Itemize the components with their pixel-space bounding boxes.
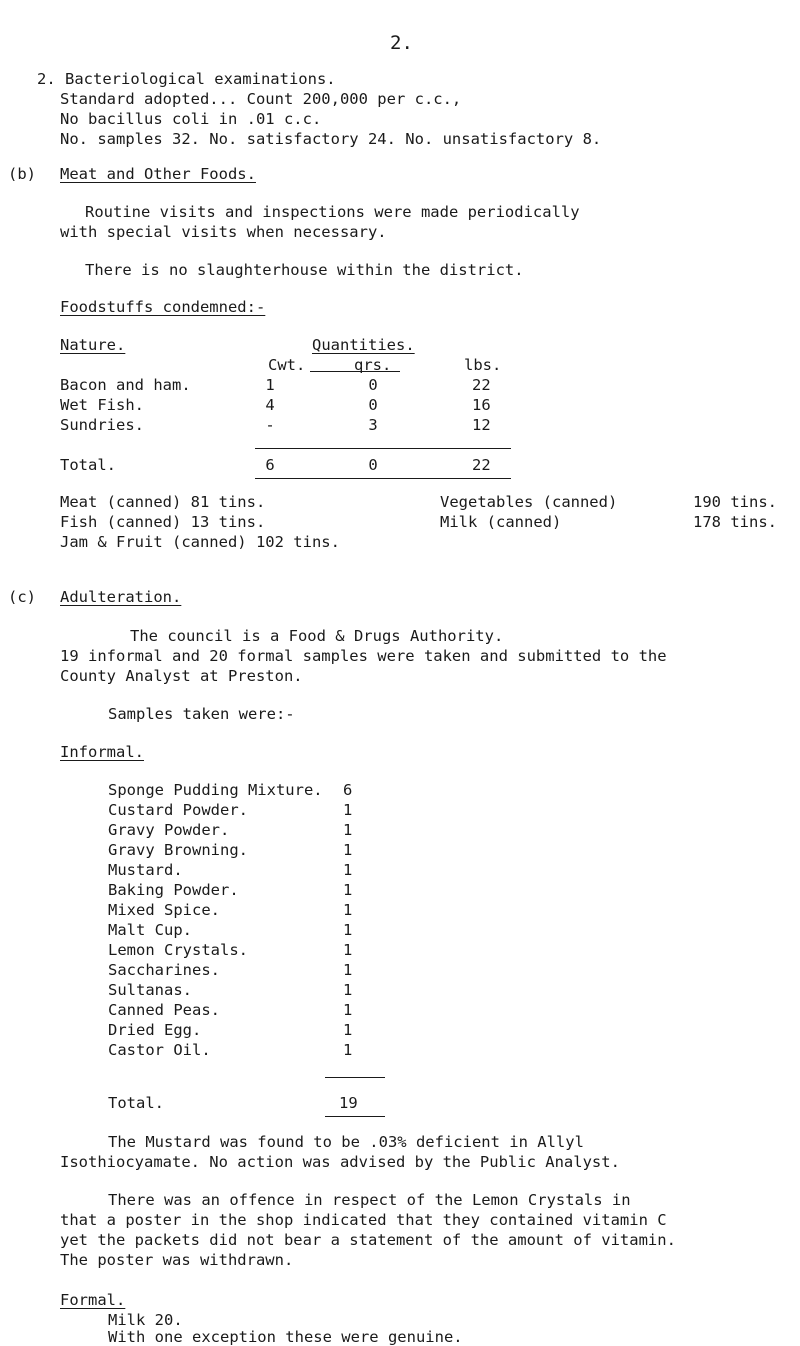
routine-visits-line2: with special visits when necessary. bbox=[60, 223, 387, 241]
sample-name: Custard Powder. bbox=[108, 801, 248, 819]
standard-adopted-line: Standard adopted... Count 200,000 per c.c., bbox=[60, 90, 462, 108]
lemon-line2: that a poster in the shop indicated that they contained vitamin C bbox=[60, 1211, 667, 1229]
qrs-header: qrs. bbox=[354, 356, 392, 374]
bacteriological-heading: 2. Bacteriological examinations. bbox=[37, 70, 336, 88]
sample-name: Gravy Powder. bbox=[108, 821, 230, 839]
row-qrs-sundries: 3 bbox=[368, 416, 378, 434]
informal-total-label: Total. bbox=[108, 1094, 164, 1112]
quantities-header-rule bbox=[310, 371, 400, 372]
row-lbs-bacon: 22 bbox=[472, 376, 491, 394]
samples-line: No. samples 32. No. satisfactory 24. No. unsatisfactory 8. bbox=[60, 130, 602, 148]
sample-name: Lemon Crystals. bbox=[108, 941, 248, 959]
sample-count: 1 bbox=[343, 801, 353, 819]
cwt-header: Cwt. bbox=[268, 356, 306, 374]
routine-visits-line1: Routine visits and inspections were made periodically bbox=[85, 203, 580, 221]
sample-count: 1 bbox=[343, 1001, 353, 1019]
sample-count: 1 bbox=[343, 1041, 353, 1059]
council-authority-line: The council is a Food & Drugs Authority. bbox=[130, 627, 504, 645]
sample-name: Dried Egg. bbox=[108, 1021, 202, 1039]
canned-milk-value: 178 tins. bbox=[693, 513, 777, 531]
row-cwt-fish: 4 bbox=[265, 396, 275, 414]
row-qrs-bacon: 0 bbox=[368, 376, 378, 394]
canned-vegetables-value: 190 tins. bbox=[693, 493, 777, 511]
table-total-lbs: 22 bbox=[472, 456, 491, 474]
formal-heading: Formal. bbox=[60, 1291, 126, 1309]
quantities-header: Quantities. bbox=[312, 336, 415, 354]
row-cwt-bacon: 1 bbox=[265, 376, 275, 394]
mustard-line2: Isothiocyamate. No action was advised by the Public Analyst. bbox=[60, 1153, 620, 1171]
section-b-marker: (b) bbox=[8, 165, 36, 183]
section-c-marker: (c) bbox=[8, 588, 36, 606]
sample-name: Baking Powder. bbox=[108, 881, 239, 899]
sample-name: Gravy Browning. bbox=[108, 841, 248, 859]
sample-name: Saccharines. bbox=[108, 961, 220, 979]
lbs-header: lbs. bbox=[464, 356, 502, 374]
sample-name: Sultanas. bbox=[108, 981, 192, 999]
row-qrs-fish: 0 bbox=[368, 396, 378, 414]
informal-total-value: 19 bbox=[339, 1094, 358, 1112]
row-cwt-sundries: - bbox=[265, 416, 275, 434]
row-lbs-fish: 16 bbox=[472, 396, 491, 414]
lemon-line1: There was an offence in respect of the Lemon Crystals in bbox=[108, 1191, 631, 1209]
sample-name: Mixed Spice. bbox=[108, 901, 220, 919]
informal-total-top-rule bbox=[325, 1077, 385, 1078]
sample-count: 6 bbox=[343, 781, 353, 799]
table-total-cwt: 6 bbox=[265, 456, 275, 474]
samples-taken-line: Samples taken were:- bbox=[108, 705, 295, 723]
sample-count: 1 bbox=[343, 981, 353, 999]
county-analyst-line: County Analyst at Preston. bbox=[60, 667, 303, 685]
condemned-heading: Foodstuffs condemned:- bbox=[60, 298, 266, 316]
slaughterhouse-line: There is no slaughterhouse within the district. bbox=[85, 261, 524, 279]
formal-milk: Milk 20. bbox=[108, 1311, 183, 1329]
sample-count: 1 bbox=[343, 901, 353, 919]
sample-count: 1 bbox=[343, 821, 353, 839]
row-name-bacon: Bacon and ham. bbox=[60, 376, 191, 394]
nature-header: Nature. bbox=[60, 336, 126, 354]
canned-milk-label: Milk (canned) bbox=[440, 513, 562, 531]
canned-jam-fruit: Jam & Fruit (canned) 102 tins. bbox=[60, 533, 340, 551]
sample-count: 1 bbox=[343, 1021, 353, 1039]
formal-genuine: With one exception these were genuine. bbox=[108, 1328, 463, 1346]
sample-name: Castor Oil. bbox=[108, 1041, 211, 1059]
sample-count: 1 bbox=[343, 841, 353, 859]
page-number: 2. bbox=[390, 32, 413, 54]
sample-count: 1 bbox=[343, 921, 353, 939]
adulteration-heading: Adulteration. bbox=[60, 588, 182, 606]
canned-fish: Fish (canned) 13 tins. bbox=[60, 513, 266, 531]
row-lbs-sundries: 12 bbox=[472, 416, 491, 434]
total-bottom-rule bbox=[255, 478, 511, 479]
sample-name: Canned Peas. bbox=[108, 1001, 220, 1019]
sample-name: Malt Cup. bbox=[108, 921, 192, 939]
mustard-line1: The Mustard was found to be .03% deficient in Allyl bbox=[108, 1133, 584, 1151]
sample-count: 1 bbox=[343, 961, 353, 979]
samples-submitted-line: 19 informal and 20 formal samples were taken and submitted to the bbox=[60, 647, 667, 665]
meat-heading: Meat and Other Foods. bbox=[60, 165, 256, 183]
row-name-sundries: Sundries. bbox=[60, 416, 144, 434]
sample-count: 1 bbox=[343, 861, 353, 879]
sample-count: 1 bbox=[343, 941, 353, 959]
table-total-qrs: 0 bbox=[368, 456, 378, 474]
informal-heading: Informal. bbox=[60, 743, 144, 761]
canned-meat: Meat (canned) 81 tins. bbox=[60, 493, 266, 511]
canned-vegetables-label: Vegetables (canned) bbox=[440, 493, 618, 511]
row-name-fish: Wet Fish. bbox=[60, 396, 144, 414]
table-total-label: Total. bbox=[60, 456, 116, 474]
lemon-line3: yet the packets did not bear a statement of the amount of vitamin. bbox=[60, 1231, 676, 1249]
coli-line: No bacillus coli in .01 c.c. bbox=[60, 110, 322, 128]
sample-count: 1 bbox=[343, 881, 353, 899]
informal-total-bottom-rule bbox=[325, 1116, 385, 1117]
total-top-rule bbox=[255, 448, 511, 449]
sample-name: Sponge Pudding Mixture. bbox=[108, 781, 323, 799]
sample-name: Mustard. bbox=[108, 861, 183, 879]
lemon-line4: The poster was withdrawn. bbox=[60, 1251, 294, 1269]
